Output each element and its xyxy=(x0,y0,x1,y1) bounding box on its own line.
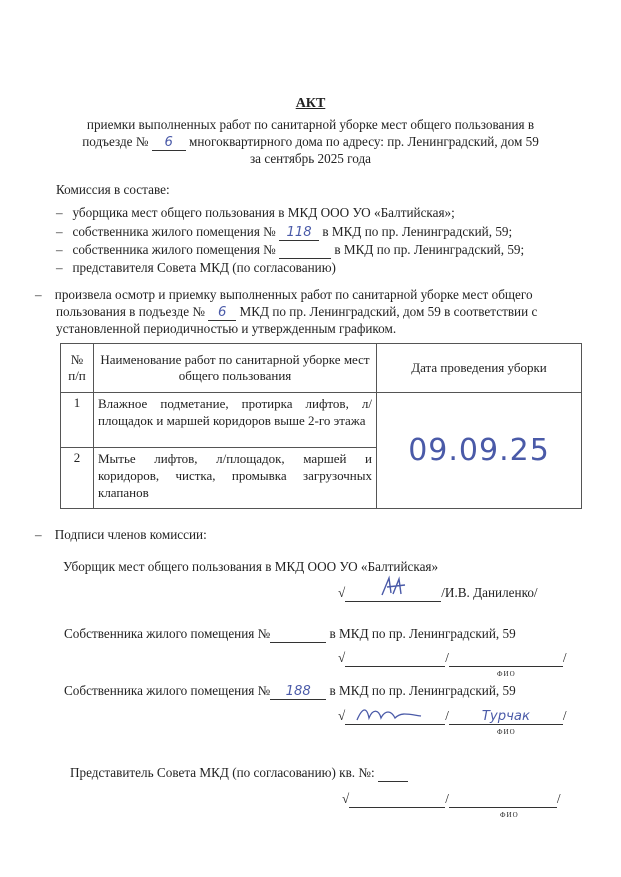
sig4-label: Представитель Совета МКД (по согласованию) кв. №: xyxy=(70,765,408,782)
doc-title: АКТ xyxy=(295,96,326,111)
row-number: 1 xyxy=(61,393,94,448)
fio-caption: ФИО xyxy=(497,670,516,678)
sig1-label: Уборщик мест общего пользования в МКД ООО УО «Балтийская» xyxy=(63,559,439,574)
sig3-line: √ / Турчак / xyxy=(338,708,567,725)
table-header: Дата проведения уборки xyxy=(377,344,582,393)
apartment-number: 188 xyxy=(270,684,326,700)
commission-member: – уборщика мест общего пользования в МКД ООО УО «Балтийская»; xyxy=(56,205,455,220)
signature xyxy=(345,585,441,602)
sig2-line: √ / / xyxy=(338,650,567,665)
table-header: Наименование работ по санитарной уборке мест общего пользования xyxy=(94,344,377,393)
signatures-heading: – Подписи членов комиссии: xyxy=(35,527,207,542)
commission-member: – собственника жилого помещения № в МКД по пр. Ленинградский, 59; xyxy=(56,242,525,257)
row-work: Мытье лифтов, л/площадок, маршей и коридоров, чистка, промывка загрузочных клапанов xyxy=(94,448,377,509)
handwritten-signature xyxy=(355,704,425,726)
doc-period: за сентябрь 2025 года xyxy=(249,151,372,166)
fio-caption: ФИО xyxy=(497,728,516,736)
fio-caption: ФИО xyxy=(500,811,519,819)
paragraph-entrance-number: 6 xyxy=(208,305,236,321)
works-table xyxy=(60,343,582,509)
entrance-address: многоквартирного дома по адресу: пр. Ленинградский, дом 59 xyxy=(189,134,539,149)
commission-heading: Комиссия в составе: xyxy=(56,182,170,197)
paragraph-line2: пользования в подъезде № 6 МКД по пр. Ленинградский, дом 59 в соответствии с xyxy=(56,304,538,320)
sig1-line: √ /И.В. Даниленко/ xyxy=(338,585,538,602)
doc-subtitle-line1: приемки выполненных работ по санитарной уборке мест общего пользования в xyxy=(86,117,535,132)
date-cell xyxy=(377,393,582,509)
entrance-label: подъезде № xyxy=(82,134,149,149)
table-header-row xyxy=(61,344,582,393)
apartment-number: 118 xyxy=(279,225,319,241)
signature xyxy=(345,708,445,725)
sig3-label: Собственника жилого помещения № 188 в МКД по пр. Ленинградский, 59 xyxy=(64,683,516,699)
table-header: № п/п xyxy=(61,344,94,393)
sig2-label: Собственника жилого помещения № в МКД по пр. Ленинградский, 59 xyxy=(64,626,516,641)
handwritten-signature xyxy=(379,575,409,599)
handwritten-name: Турчак xyxy=(449,709,563,725)
commission-member: – собственника жилого помещения № 118 в МКД по пр. Ленинградский, 59; xyxy=(56,224,513,240)
handwritten-date: 09.09.25 xyxy=(408,433,550,468)
paragraph-line1: – произвела осмотр и приемку выполненных работ по санитарной уборке мест общего xyxy=(35,287,533,302)
paragraph-line3: установленной периодичностью и утвержденным графиком. xyxy=(56,321,397,336)
row-work: Влажное подметание, протирка лифтов, л/площадок и маршей коридоров выше 2-го этажа xyxy=(94,393,377,448)
entrance-number: 6 xyxy=(152,135,186,151)
commission-member: – представителя Совета МКД (по согласованию) xyxy=(56,260,336,275)
sig4-line: √ / / xyxy=(342,791,561,806)
doc-subtitle-line2 xyxy=(0,134,621,151)
row-number: 2 xyxy=(61,448,94,509)
table-row xyxy=(61,393,582,448)
